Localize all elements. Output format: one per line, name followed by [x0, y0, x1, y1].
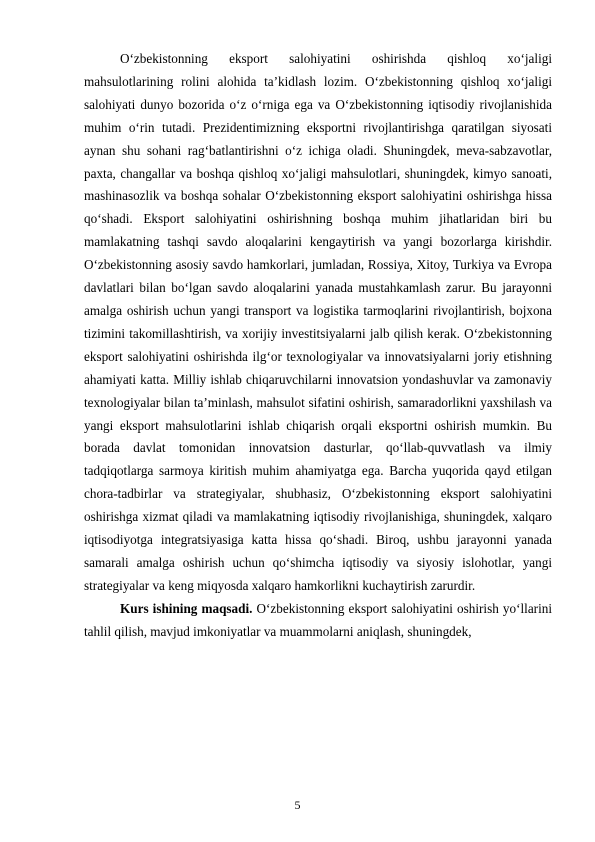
page-number: 5: [294, 798, 301, 812]
paragraph-text: O‘zbekistonning eksport salohiyatini oshirish yo‘llarini tahlil qilish, mavjud imkoniyatlar va muammolarni aniqlash, shuningdek,: [84, 600, 552, 639]
course-goal-heading: Kurs ishining maqsadi.: [120, 600, 253, 616]
paragraph-export-potential: [84, 48, 552, 598]
paragraph-text: O‘zbekistonning eksport salohiyatini oshirishda qishloq xo‘jaligi mahsulotlarining rolini alohida ta’kidlash lozim. O‘zbekistonning qishloq xo‘jaligi salohiyati dunyo bozorida o‘z o‘rniga ega va O‘zbekistonning iqtisodiy rivojlanishida muhim o‘rin tutadi. Prezidentimizning eksportni rivojlantirishga qaratilgan siyosati aynan shu sohani rag‘batlantirishni o‘z ichiga oladi. Shuningdek, meva-sabzavotlar, paxta, changallar va boshqa qishloq xo‘jaligi mahsulotlari, shuningdek, kimyo sanoati, mashinasozlik va boshqa sohalar O‘zbekistonning eksport salohiyatini oshirishga hissa qo‘shadi. Eksport salohiyatini oshirishning boshqa muhim jihatlaridan biri bu mamlakatning tashqi savdo aloqalarini kengaytirish va yangi bozorlarga kirishdir. O‘zbekistonning asosiy savdo hamkorlari, jumladan, Rossiya, Xitoy, Turkiya va Evropa davlatlari bilan bo‘lgan savdo aloqalarini yanada mustahkamlash zarur. Bu jarayonni amalga oshirish uchun yangi transport va logistika tarmoqlarini rivojlantirish, bojxona tizimini takomillashtirish, va xorijiy investitsiyalarni jalb qilish kerak. O‘zbekistonning eksport salohiyatini oshirishda ilg‘or texnologiyalar va innovatsiyalarni joriy etishning ahamiyati katta. Milliy ishlab chiqaruvchilarni innovatsion yondashuvlar va zamonaviy texnologiyalar bilan ta’minlash, mahsulot sifatini oshirish, samaradorlikni yaxshilash va yangi eksport mahsulotlarini ishlab chiqarish orqali eksportni oshirish mumkin. Bu borada davlat tomonidan innovatsion dasturlar, qo‘llab-quvvatlash va ilmiy tadqiqotlarga sarmoya kiritish muhim ahamiyatga ega. Barcha yuqorida qayd etilgan chora-tadbirlar va strategiyalar, shubhasiz, O‘zbekistonning eksport salohiyatini oshirishga xizmat qiladi va mamlakatning iqtisodiy rivojlanishiga, shuningdek, xalqaro iqtisodiyotga integratsiyasiga katta hissa qo‘shadi. Biroq, ushbu jarayonni yanada samarali amalga oshirish uchun qo‘shimcha iqtisodiy va siyosiy islohotlar, yangi strategiyalar va keng miqyosda xalqaro hamkorlikni kuchaytirish zarurdir.: [84, 51, 552, 593]
paragraph-course-goal: [84, 598, 552, 644]
document-page: [84, 48, 552, 644]
